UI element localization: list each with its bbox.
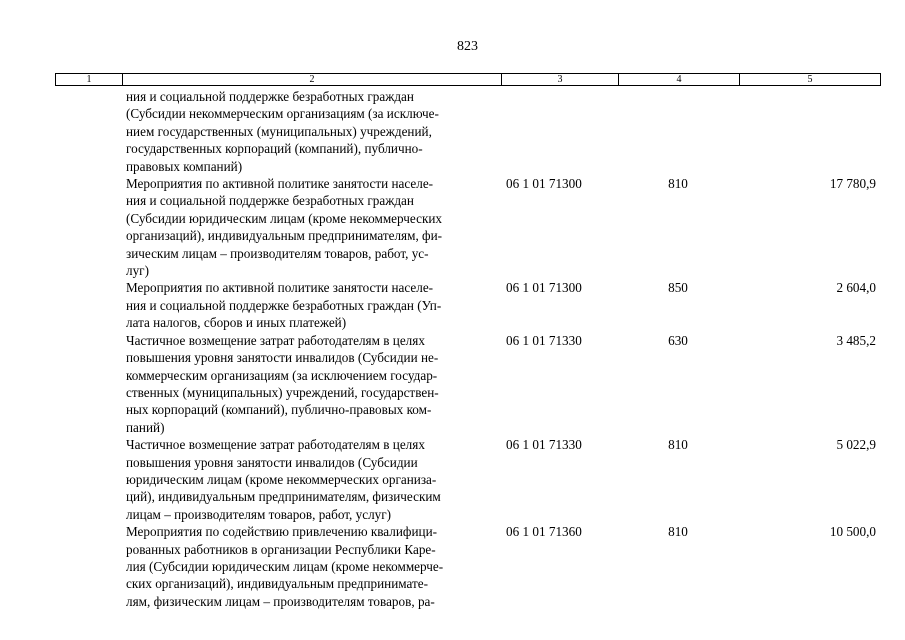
row-code: 06 1 01 71300 [506, 176, 582, 192]
table-row [0, 332, 905, 436]
column-header-row [56, 74, 881, 86]
table-row [0, 175, 905, 279]
row-code: 06 1 01 71330 [506, 332, 582, 348]
row-expense-type: 850 [668, 280, 688, 296]
column-header-2: 2 [123, 74, 502, 86]
row-name: Мероприятия по активной политике занятости населе- ния и социальной поддержке безработных граждан (Уп- лата налогов, сборов и иных платежей) [126, 280, 442, 331]
row-code: 06 1 01 71300 [506, 280, 582, 296]
column-header-4: 4 [619, 74, 740, 86]
column-header-3: 3 [502, 74, 619, 86]
column-header-table [55, 73, 881, 86]
row-expense-type: 810 [668, 176, 688, 192]
row-expense-type: 630 [668, 332, 688, 348]
budget-table-body [0, 88, 905, 610]
row-code: 06 1 01 71330 [506, 437, 582, 453]
row-code: 06 1 01 71360 [506, 524, 582, 540]
table-row [0, 88, 905, 175]
row-name: Мероприятия по содействию привлечению квалифици- рованных работников в организации Республики Каре- лия (Субсидии юридическим лицам (кроме некоммерче- ских организаций), индивидуальным предпринимате- лям, физическим лицам – производителям товаров, ра- [126, 524, 444, 609]
table-row [0, 436, 905, 523]
row-amount: 2 604,0 [836, 280, 876, 296]
row-name: ния и социальной поддержке безработных граждан (Субсидии некоммерческим организациям (за исключе- нием государственных (муниципальных) учреждений, государственных корпораций (компаний), публично- правовых компаний) [126, 89, 439, 174]
row-name: Мероприятия по активной политике занятости населе- ния и социальной поддержке безработных граждан (Субсидии юридическим лицам (кроме некоммерческих организаций), индивидуальным предпринимателям, фи- зическим лицам – производителям товаров, работ, ус- луг) [126, 176, 443, 279]
row-amount: 17 780,9 [829, 176, 876, 192]
row-expense-type: 810 [668, 437, 688, 453]
column-header-5: 5 [740, 74, 881, 86]
row-amount: 5 022,9 [836, 437, 876, 453]
row-name: Частичное возмещение затрат работодателям в целях повышения уровня занятости инвалидов (Субсидии юридическим лицам (кроме некоммерческих организа- ций), индивидуальным предпринимателям, физическим лицам – производителям товаров, работ, услуг) [126, 437, 441, 522]
table-row [0, 279, 905, 331]
row-amount: 3 485,2 [836, 332, 876, 348]
row-name: Частичное возмещение затрат работодателям в целях повышения уровня занятости инвалидов (Субсидии не- коммерческим организациям (за исключением государ- ственных (муниципальных) учреждений, государствен- ных корпораций (компаний), публично-правовых ком- паний) [126, 332, 439, 435]
row-expense-type: 810 [668, 524, 688, 540]
row-amount: 10 500,0 [829, 524, 876, 540]
page-number: 823 [457, 39, 478, 54]
table-row [0, 523, 905, 610]
column-header-1: 1 [56, 74, 123, 86]
